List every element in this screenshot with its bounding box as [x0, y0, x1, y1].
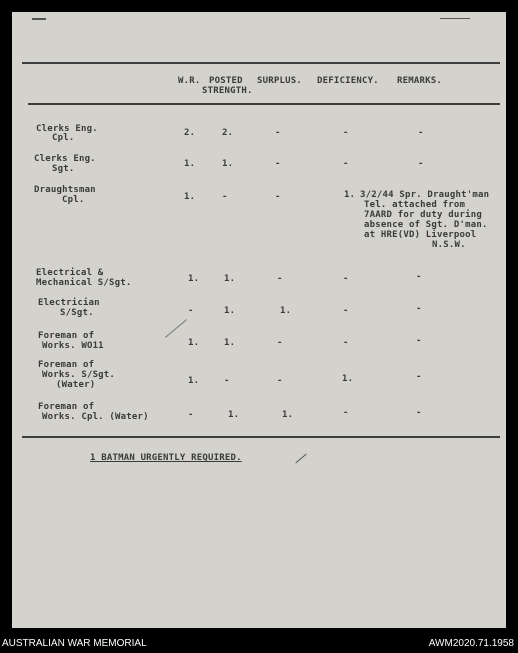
row-label: Clerks Eng. [34, 154, 96, 164]
remarks-line: Tel. attached from [364, 200, 466, 210]
wr-value: 1. [188, 274, 200, 284]
remarks-value: - [416, 372, 422, 382]
row-label: Works. Cpl. (Water) [42, 412, 149, 422]
header-wr: W.R. [178, 76, 201, 86]
row-label: (Water) [56, 380, 96, 390]
row-label: Foreman of [38, 360, 95, 370]
surplus-value: - [275, 192, 281, 202]
surplus-value: - [277, 376, 283, 386]
remarks-value: - [416, 408, 422, 418]
row-label: Draughtsman [34, 185, 96, 195]
top-rule [22, 62, 500, 64]
surplus-value: - [275, 128, 281, 138]
remarks-line: 3/2/44 Spr. Draught'man [360, 190, 490, 200]
posted-value: 1. [222, 159, 234, 169]
remarks-line: absence of Sgt. D'man. [364, 220, 488, 230]
deficiency-value: - [343, 159, 349, 169]
posted-value: - [222, 192, 228, 202]
deficiency-value: - [343, 274, 349, 284]
row-label: Mechanical S/Sgt. [36, 278, 132, 288]
row-label: Cpl. [52, 133, 75, 143]
surplus-value: 1. [282, 410, 294, 420]
batman-note: 1 BATMAN URGENTLY REQUIRED. [90, 453, 242, 463]
remarks-value: - [418, 128, 424, 138]
row-label: Cpl. [62, 195, 85, 205]
surplus-value: 1. [280, 306, 292, 316]
row-label: Works. S/Sgt. [42, 370, 116, 380]
row-label: Foreman of [38, 402, 95, 412]
wr-value: 1. [188, 376, 200, 386]
deficiency-value: 1. [344, 190, 356, 200]
surplus-value: - [275, 159, 281, 169]
bottom-rule [22, 436, 500, 438]
footer-right: AWM2020.71.1958 [428, 638, 514, 649]
deficiency-value: - [343, 338, 349, 348]
posted-value: 1. [224, 306, 236, 316]
remarks-line: at HRE(VD) Liverpool [364, 230, 477, 240]
wr-value: 1. [188, 338, 200, 348]
row-label: Electrical & [36, 268, 104, 278]
row-label: Electrician [38, 298, 100, 308]
wr-value: - [188, 410, 194, 420]
remarks-value: - [416, 272, 422, 282]
document-page [12, 12, 506, 628]
posted-value: 1. [228, 410, 240, 420]
wr-value: 1. [184, 192, 196, 202]
header-rule [28, 103, 500, 105]
wr-value: 1. [184, 159, 196, 169]
deficiency-value: 1. [342, 374, 354, 384]
pen-stroke [165, 319, 187, 338]
posted-value: 1. [224, 274, 236, 284]
header-remarks: REMARKS. [397, 76, 442, 86]
deficiency-value: - [343, 306, 349, 316]
header-posted: POSTED [209, 76, 243, 86]
row-label: S/Sgt. [60, 308, 94, 318]
surplus-value: - [277, 338, 283, 348]
header-deficiency: DEFICIENCY. [317, 76, 379, 86]
pen-stroke [295, 454, 306, 464]
footer-left: AUSTRALIAN WAR MEMORIAL [2, 638, 147, 649]
posted-value: 2. [222, 128, 234, 138]
ink-mark [32, 18, 46, 20]
header-surplus: SURPLUS. [257, 76, 302, 86]
row-label: Sgt. [52, 164, 75, 174]
remarks-value: - [418, 159, 424, 169]
surplus-value: - [277, 274, 283, 284]
remarks-value: - [416, 336, 422, 346]
deficiency-value: - [343, 128, 349, 138]
row-label: Foreman of [38, 331, 95, 341]
wr-value: 2. [184, 128, 196, 138]
remarks-value: - [416, 304, 422, 314]
deficiency-value: - [343, 408, 349, 418]
remarks-line: 7AARD for duty during [364, 210, 482, 220]
header-strength: STRENGTH. [202, 86, 253, 96]
row-label: Clerks Eng. [36, 124, 98, 134]
posted-value: - [224, 376, 230, 386]
remarks-line: N.S.W. [432, 240, 466, 250]
wr-value: - [188, 306, 194, 316]
row-label: Works. WO11 [42, 341, 104, 351]
posted-value: 1. [224, 338, 236, 348]
ink-mark [440, 18, 470, 19]
